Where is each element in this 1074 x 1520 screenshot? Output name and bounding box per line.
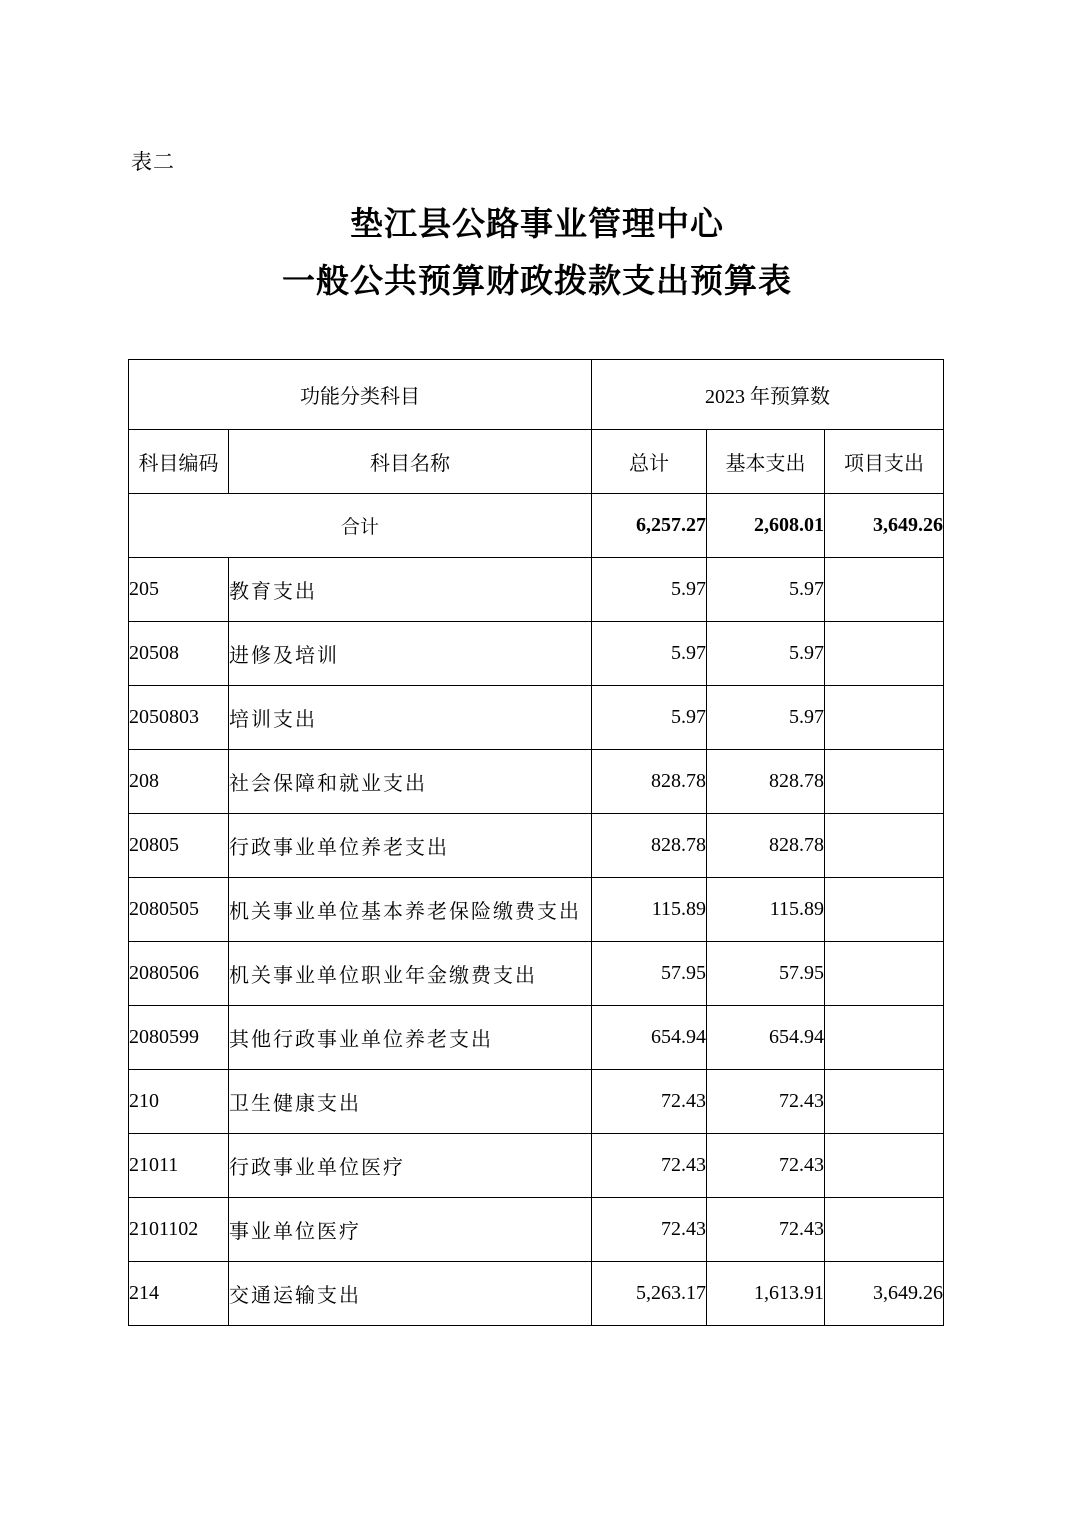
total-label: 合计 [129,494,592,558]
total-row [129,494,944,558]
row-total: 57.95 [592,942,707,1006]
row-code: 2101102 [129,1198,229,1262]
header-project: 项目支出 [825,430,944,494]
table-row [129,1006,944,1070]
header-budget-year: 2023 年预算数 [592,360,944,430]
row-name: 行政事业单位医疗 [229,1134,592,1198]
document-label: 表二 [131,150,175,174]
row-name: 机关事业单位职业年金缴费支出 [229,942,592,1006]
row-project [825,942,944,1006]
row-basic: 72.43 [707,1070,825,1134]
row-name: 交通运输支出 [229,1262,592,1326]
total-total: 6,257.27 [592,494,707,558]
document-title: 垫江县公路事业管理中心 [350,204,724,243]
table-row [129,1134,944,1198]
header-name: 科目名称 [229,430,592,494]
row-project [825,558,944,622]
table-row [129,942,944,1006]
header-function-classification: 功能分类科目 [129,360,592,430]
row-basic: 5.97 [707,686,825,750]
row-basic: 828.78 [707,814,825,878]
row-project [825,622,944,686]
row-project [825,878,944,942]
row-name: 事业单位医疗 [229,1198,592,1262]
row-name: 卫生健康支出 [229,1070,592,1134]
row-total: 828.78 [592,750,707,814]
budget-table [128,359,944,1326]
header-code: 科目编码 [129,430,229,494]
total-basic: 2,608.01 [707,494,825,558]
row-basic: 115.89 [707,878,825,942]
row-project [825,1006,944,1070]
row-basic: 828.78 [707,750,825,814]
row-code: 2080599 [129,1006,229,1070]
row-total: 654.94 [592,1006,707,1070]
table-row [129,814,944,878]
row-basic: 5.97 [707,622,825,686]
row-basic: 5.97 [707,558,825,622]
row-code: 210 [129,1070,229,1134]
row-project [825,1134,944,1198]
row-basic: 654.94 [707,1006,825,1070]
row-code: 214 [129,1262,229,1326]
header-total: 总计 [592,430,707,494]
row-code: 20805 [129,814,229,878]
row-project [825,1070,944,1134]
row-name: 社会保障和就业支出 [229,750,592,814]
table-row [129,558,944,622]
row-total: 5.97 [592,558,707,622]
row-code: 21011 [129,1134,229,1198]
row-code: 2080505 [129,878,229,942]
table-row [129,1198,944,1262]
table-row [129,1262,944,1326]
row-basic: 1,613.91 [707,1262,825,1326]
row-project [825,814,944,878]
row-total: 828.78 [592,814,707,878]
row-code: 20508 [129,622,229,686]
row-total: 115.89 [592,878,707,942]
row-total: 72.43 [592,1198,707,1262]
row-project: 3,649.26 [825,1262,944,1326]
total-project: 3,649.26 [825,494,944,558]
row-total: 72.43 [592,1070,707,1134]
header-column-row [129,430,944,494]
row-name: 培训支出 [229,686,592,750]
row-total: 5.97 [592,622,707,686]
row-code: 208 [129,750,229,814]
row-code: 2080506 [129,942,229,1006]
row-project [825,750,944,814]
row-name: 其他行政事业单位养老支出 [229,1006,592,1070]
table-row [129,1070,944,1134]
table-row [129,622,944,686]
table-row [129,750,944,814]
table-row [129,686,944,750]
row-project [825,686,944,750]
row-total: 5.97 [592,686,707,750]
header-basic: 基本支出 [707,430,825,494]
row-name: 行政事业单位养老支出 [229,814,592,878]
row-project [825,1198,944,1262]
row-code: 205 [129,558,229,622]
row-name: 教育支出 [229,558,592,622]
header-group-row [129,360,944,430]
row-name: 进修及培训 [229,622,592,686]
table-row [129,878,944,942]
row-basic: 72.43 [707,1134,825,1198]
row-basic: 57.95 [707,942,825,1006]
row-name: 机关事业单位基本养老保险缴费支出 [229,878,592,942]
row-total: 5,263.17 [592,1262,707,1326]
document-subtitle: 一般公共预算财政拨款支出预算表 [282,261,792,300]
row-code: 2050803 [129,686,229,750]
row-basic: 72.43 [707,1198,825,1262]
row-total: 72.43 [592,1134,707,1198]
